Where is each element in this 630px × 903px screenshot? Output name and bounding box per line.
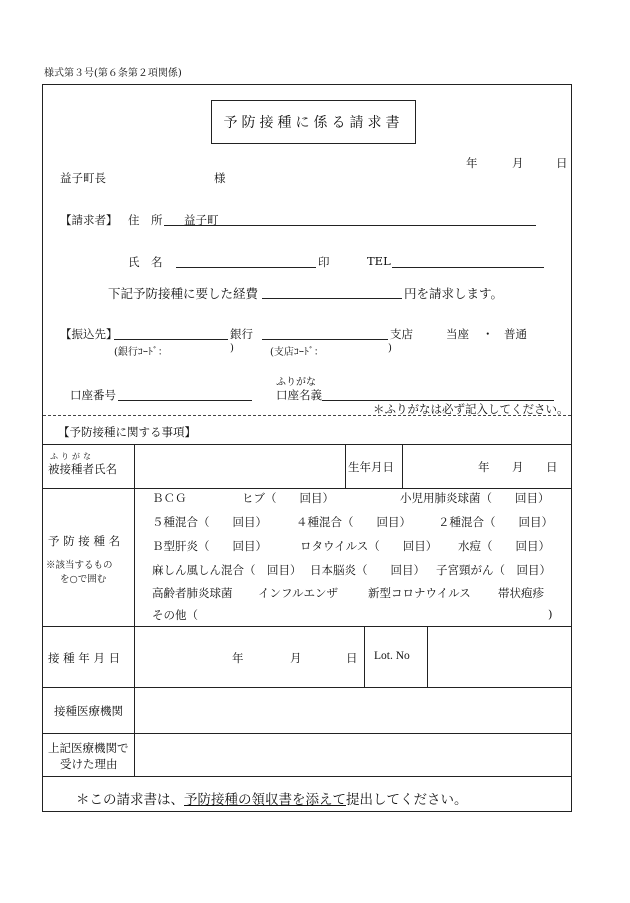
name-label: 氏 名 <box>128 255 163 269</box>
vaccination-date-year: 年 <box>232 651 244 665</box>
dashed-separator <box>43 415 571 416</box>
facility-label: 接種医療機関 <box>54 704 123 718</box>
footer-note <box>76 788 468 808</box>
name-input-line[interactable] <box>176 267 316 268</box>
vaccine-pneumococcal-child[interactable]: 小児用肺炎球菌（ 回目） <box>400 491 550 505</box>
account-type-dot: ・ <box>482 327 494 341</box>
addressee-town: 益子町長 <box>60 171 106 185</box>
vaccine-note-line2: を○で囲む <box>60 574 107 585</box>
vaccine-shingles[interactable]: 帯状疱疹 <box>498 586 544 600</box>
account-name-label: 口座名義 <box>276 388 322 402</box>
vaccine-note-line1: ※該当するもの <box>46 560 113 571</box>
patient-name-label: 被接種者氏名 <box>48 462 117 476</box>
bank-input-line[interactable] <box>114 339 228 340</box>
tel-input-line[interactable] <box>392 267 544 268</box>
vaccine-4-combo[interactable]: ４種混合（ 回目） <box>296 515 411 529</box>
request-suffix: 円を請求します。 <box>404 286 504 301</box>
account-type-current[interactable]: 当座 <box>446 327 469 341</box>
vaccine-hepatitis-b[interactable]: Ｂ型肝炎（ 回目） <box>152 539 267 553</box>
claimant-label: 【請求者】 <box>60 213 118 227</box>
vaccine-varicella[interactable]: 水痘（ 回目） <box>458 539 550 553</box>
footer-suffix: 提出してください。 <box>346 792 468 808</box>
row-divider-5 <box>42 776 572 777</box>
facility-input[interactable] <box>135 688 571 732</box>
amount-input-line[interactable] <box>262 298 402 299</box>
patient-name-input[interactable] <box>135 445 344 487</box>
vaccine-label: 予 防 接 種 名 <box>48 534 121 548</box>
lot-number-input[interactable] <box>428 627 571 686</box>
lot-number-label: Lot. No <box>374 650 410 662</box>
dob-label-left-divider <box>345 444 346 488</box>
vaccine-5-combo[interactable]: ５種混合（ 回目） <box>152 515 267 529</box>
lot-left-divider <box>364 626 365 687</box>
reason-input[interactable] <box>135 734 571 775</box>
addressee-honorific: 様 <box>214 171 226 185</box>
vaccine-bcg[interactable]: ＢＣＧ <box>152 491 187 505</box>
request-prefix: 下記予防接種に要した経費 <box>108 286 259 301</box>
form-title: 予防接種に係る請求書 <box>211 100 416 144</box>
dob-label-right-divider <box>402 444 403 488</box>
section-heading: 【予防接種に関する事項】 <box>58 425 196 439</box>
footer-prefix: ＊この請求書は、 <box>76 792 184 808</box>
patient-name-ruby: ふりがな <box>50 452 94 461</box>
bank-label: 銀行 <box>230 327 253 341</box>
account-number-input-line[interactable] <box>118 400 252 401</box>
seal-mark: 印 <box>318 255 330 269</box>
vaccine-influenza[interactable]: インフルエンザ <box>258 586 339 600</box>
transfer-label: 【振込先】 <box>60 327 118 341</box>
bank-code-close: ) <box>230 343 234 354</box>
vaccination-date-day: 日 <box>346 651 358 665</box>
dob-day: 日 <box>546 460 558 474</box>
dob-month: 月 <box>512 460 524 474</box>
vaccine-other-close: ) <box>548 607 553 621</box>
tel-label: TEL <box>367 254 391 268</box>
branch-code-close: ) <box>388 343 392 354</box>
vaccine-rotavirus[interactable]: ロタウイルス（ 回目） <box>300 539 438 553</box>
account-type-ordinary[interactable]: 普通 <box>504 327 527 341</box>
reason-label-line1: 上記医療機関で <box>48 741 129 755</box>
dob-year: 年 <box>478 460 490 474</box>
row-divider-1 <box>42 488 572 489</box>
account-number-label: 口座番号 <box>70 388 116 402</box>
vaccination-date-label: 接 種 年 月 日 <box>48 651 121 665</box>
form-number: 様式第３号(第６条第２項関係) <box>44 68 182 79</box>
address-input-line[interactable] <box>164 225 536 226</box>
reason-label-line2: 受けた理由 <box>60 757 118 771</box>
furigana-label: ふりがな <box>276 377 316 388</box>
branch-input-line[interactable] <box>262 339 388 340</box>
vaccination-date-month: 月 <box>290 651 302 665</box>
vaccine-2-combo[interactable]: ２種混合（ 回目） <box>438 515 553 529</box>
furigana-note: ＊ふりがなは必ず記入してください。 <box>373 402 569 416</box>
bank-code-label: (銀行ｺｰﾄﾞ： <box>114 347 168 358</box>
date-day: 日 <box>556 156 568 170</box>
vaccine-japanese-encephalitis[interactable]: 日本脳炎（ 回目） <box>310 563 425 577</box>
vaccine-mr[interactable]: 麻しん風しん混合（ 回目） <box>152 563 302 577</box>
vaccine-hib[interactable]: ヒブ（ 回目） <box>242 491 334 505</box>
vaccine-hpv[interactable]: 子宮頸がん（ 回目） <box>436 563 551 577</box>
vaccine-covid[interactable]: 新型コロナウイルス <box>368 586 471 600</box>
vaccine-other[interactable]: その他（ <box>152 608 198 622</box>
branch-label: 支店 <box>390 327 413 341</box>
dob-label: 生年月日 <box>348 460 394 474</box>
vaccine-pneumococcal-elderly[interactable]: 高齢者肺炎球菌 <box>152 586 233 600</box>
date-month: 月 <box>512 156 524 170</box>
date-year: 年 <box>466 156 478 170</box>
address-label: 住 所 <box>128 213 163 227</box>
address-value[interactable]: 益子町 <box>184 213 219 227</box>
branch-code-label: (支店ｺｰﾄﾞ： <box>270 347 324 358</box>
footer-underlined: 予防接種の領収書を添えて <box>184 792 346 808</box>
